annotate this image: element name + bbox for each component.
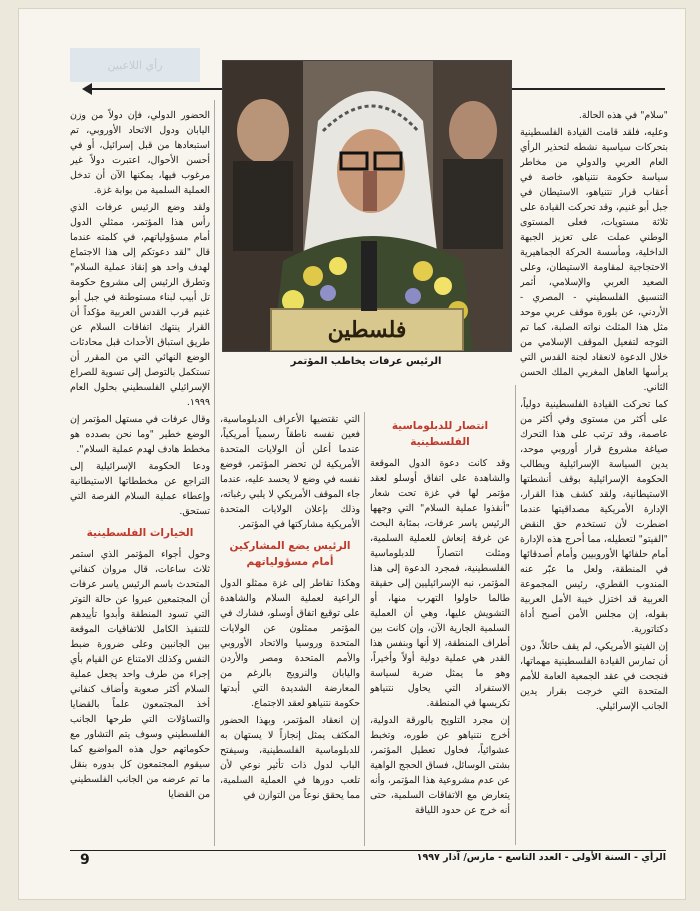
paragraph: وهكذا تقاطر إلى غزة ممثلو الدول الراعية لعملية السلام والشاهدة على توقيع اتفاق أوسلو، فشارك في المؤتمر ممثلون عن الولايات المتحدة وروسيا والاتحاد الأوروبي والأمم المتحدة ومصر والأردن واليابان والنرويج بالرغم من المعارضة الشديدة التي أبدتها حكومة نتنياهو لعقد الاجتماع. (220, 578, 360, 709)
column-mid-right (370, 412, 510, 848)
footer-rule (70, 850, 666, 851)
column-divider (364, 412, 365, 846)
column-left (70, 108, 210, 848)
section-heading: الرئيس يضع المشاركين أمام مسؤولياتهم (229, 540, 351, 568)
paragraph: ولقد وضع الرئيس عرفات الذي رأس هذا المؤتمر، ممثلي الدول أمام مسؤولياتهم، في كلمته عندما قال "لقد دعوتكم إلى هذا الاجتماع لهدف واحد هو إنقاذ عملية السلام" وتطرق الرئيس إلى مشروع حكومة تل أبيب لبناء مستوطنة في جبل أبو غنيم قرب القدس العربية مؤكداً أن القرار ينتهك اتفاقات السلام عن طريق استباق الأحداث قبل محادثات الوضع النهائي التي من المقرر أن تستكمل بالتوصل إلى تسوية للصراع الإسرائيلي الفلسطيني بحلول العام ١٩٩٩. (70, 202, 210, 408)
paragraph: التي تقتضيها الأعراف الدبلوماسية، فعين نفسه ناطقاً رسمياً أمريكياً، عندما أعلن أن الولايات المتحدة الأمريكية لن تحضر المؤتمر، فوضع نفسه في وضع لا يحسد عليه، عندما جاء الموقف الأمريكي لا يلبي رغباته، وذلك بإعلان الولايات المتحدة الأمريكية مشاركتها في المؤتمر. (220, 414, 360, 530)
paragraph: إن انعقاد المؤتمر، وبهذا الحضور المكثف يمثل إنجازاً لا يستهان به للدبلوماسية الفلسطينية، وسيفتح الباب لدول ذات تأثير نوعي لأن تلعب دورها في العملية السلمية، مما يحقق نوعاً من التوازن في (220, 715, 360, 801)
paragraph: إن الفيتو الأمريكي، لم يقف حائلاً، دون أن تمارس القيادة الفلسطينية مهماتها، فنجحت في عقد الجمعية العامة للأمم المتحدة التي خرجت بقرار يدين الجانب الإسرائيلي. (520, 641, 668, 712)
photo-caption: الرئيس عرفات يخاطب المؤتمر (290, 356, 442, 367)
page-number: 9 (80, 852, 90, 868)
column-divider (214, 100, 215, 846)
paragraph: الحضور الدولي، فإن دولاً من وزن اليابان ودول الاتحاد الأوروبي، تم استبعادها من قبل إسرائيل، أو في أحسن الأحوال، اعتبرت دولاً غير مرغوب فيها، يمكنها الآن أن تدخل العملية السلمية من بوابة غزة. (70, 110, 210, 196)
paragraph: "سلام" في هذه الحالة. (578, 110, 668, 121)
header-rule-right (510, 88, 665, 90)
paragraph: وقال عرفات في مستهل المؤتمر إن الوضع خطير "وما نحن بصدده هو مخطط هادف لهدم عملية السلام". (70, 414, 210, 455)
paragraph: وعليه، فلقد قامت القيادة الفلسطينية بتحركات سياسية نشطه لتحذير الرأي العام العربي والدولي من مخاطر سياسة حكومة نتنياهو، خاصة في أعقاب قرار نتنياهو، الاستيطان في جبل أبو غنيم، وقد تحركت القيادة على ثلاثة مستويات، فعلى المستوى الوطني عملت على تعزيز الجبهة الداخلية، ومأسسة الحركة الجماهيرية الاحتجاجية لمقاومة الاستيطان، وعلى الصعيد العربي والإسلامي، أثمر التنسيق الفلسطيني - المصري - الأردني، عن بلورة موقف عربي موحد مثل هذا المثلث نواته الصلبة، كما تم التوجه لتفعيل الموقف الإسلامي من خلال الدعوة لانعقاد لجنة القدس التي يرأسها العاهل المغربي الملك الحسن الثاني. (520, 127, 668, 393)
arafat-photo (222, 60, 512, 352)
column-right (520, 108, 668, 848)
paragraph: إن مجرد التلويح بالورقة الدولية، أخرج نتنياهو عن طوره، وتخبط عشوائياً، فحاول تعطيل المؤتمر، بشتى الوسائل، فساق الحجج الواهية عن عدم مشروعية هذا المؤتمر، وأنه يتعارض مع الاتفاقات السلمية، حتى أنه خرج عن حدود اللياقة (370, 715, 510, 816)
faded-section-label: رأي اللاعبين (70, 48, 200, 82)
header-rule (90, 88, 230, 90)
paragraph: ودعا الحكومة الإسرائيلية إلى التراجع عن مخططاتها الاستيطانية وإعطاء عملية السلام الفرصة التي تستحق. (70, 461, 210, 517)
footer-issue-info: الرأي - السنة الأولى - العدد التاسع - مارس/ آذار ١٩٩٧ (416, 852, 666, 863)
paragraph: وقد كانت دعوة الدول الموقعة والشاهدة على اتفاق أوسلو لعقد مؤتمر لها في غزة تحت شعار "أنقذوا عملية السلام" التي وجهها الرئيس ياسر عرفات، بمثابة البحث عن غرفة إنعاش للعملية السلمية، ومثلت انتصاراً للدبلوماسية الفلسطينية، فمجرد الدعوة إلى هذا المؤتمر، نبه الإسرائيليين إلى حقيقة طالما حاولوا التهرب منها، أو التشويش عليها، وهي أن العملية السلمية الجارية الآن، وإن كانت بين أطراف المنطقة، إلا أنها وبنفس هذا القدر هي عملية دولية أولاً وأخيراً، وهو ما يمثل ضربة لسياسة الاستفراد التي يحاول نتنياهو تكريسها في المنطقة. (370, 458, 510, 709)
photo-illustration (223, 61, 511, 351)
podium-sign: فلسطين (327, 317, 407, 343)
section-heading: انتصار للدبلوماسية الفلسطينية (391, 420, 489, 448)
paragraph: كما تحركت القيادة الفلسطينية دولياً، على أكثر من مستوى وفي أكثر من عاصمة، وقد ترتب على هذا التحرك صياغة مشروع قرار أوروبي موحد، يدين السياسة الإسرائيلية ويطالب الحكومة الإسرائيلية بوقف أنشطتها الاستيطانية، ولقد كشف هذا القرار، الإدارة الأمريكية مصداقيتها عندما اضطرت لأن تستخدم حق النقض "الفيتو" لتعطيله، مما أحرج هذه الإدارة أمام حلفائها الأوروبيين وأمام أصدقائها في المنطقة، ولعل ما عبّر عنه المندوب القطري، رئيس المجموعة العربية قد اختزل خيبة الأمل العربية بقوله، إن مجلس الأمن أصبح أداة دكتاتورية. (520, 399, 668, 635)
paragraph: وحول أجواء المؤتمر الذي استمر ثلاث ساعات، قال مروان كنفاني المتحدث باسم الرئيس ياسر عرفات أن المجتمعين عبروا عن حالة التوتر التي تسود المنطقة وأبدوا تأييدهم للتنفيذ الكامل للاتفاقيات الموقعة بين الجانبين وعلى ضرورة ضبط النفس وكذلك الامتناع عن القيام بأي إجراء من طرف واحد يجعل عملية السلام أكثر صعوبة وأضاف كنفاني أخذ المجتمعون علماً بالقضايا والتساؤلات التي طرحها الجانب الفلسطيني وسوف يتم التشاور مع حكوماتهم حول هذه المواضيع كما سيقوم المجتمعون كل بدوره بنقل ما تم عرضه من الجانب الفلسطيني من القضايا (70, 549, 210, 800)
column-mid-left (220, 412, 360, 848)
section-heading: الخيارات الفلسطينية (86, 527, 194, 539)
column-divider (515, 385, 516, 845)
